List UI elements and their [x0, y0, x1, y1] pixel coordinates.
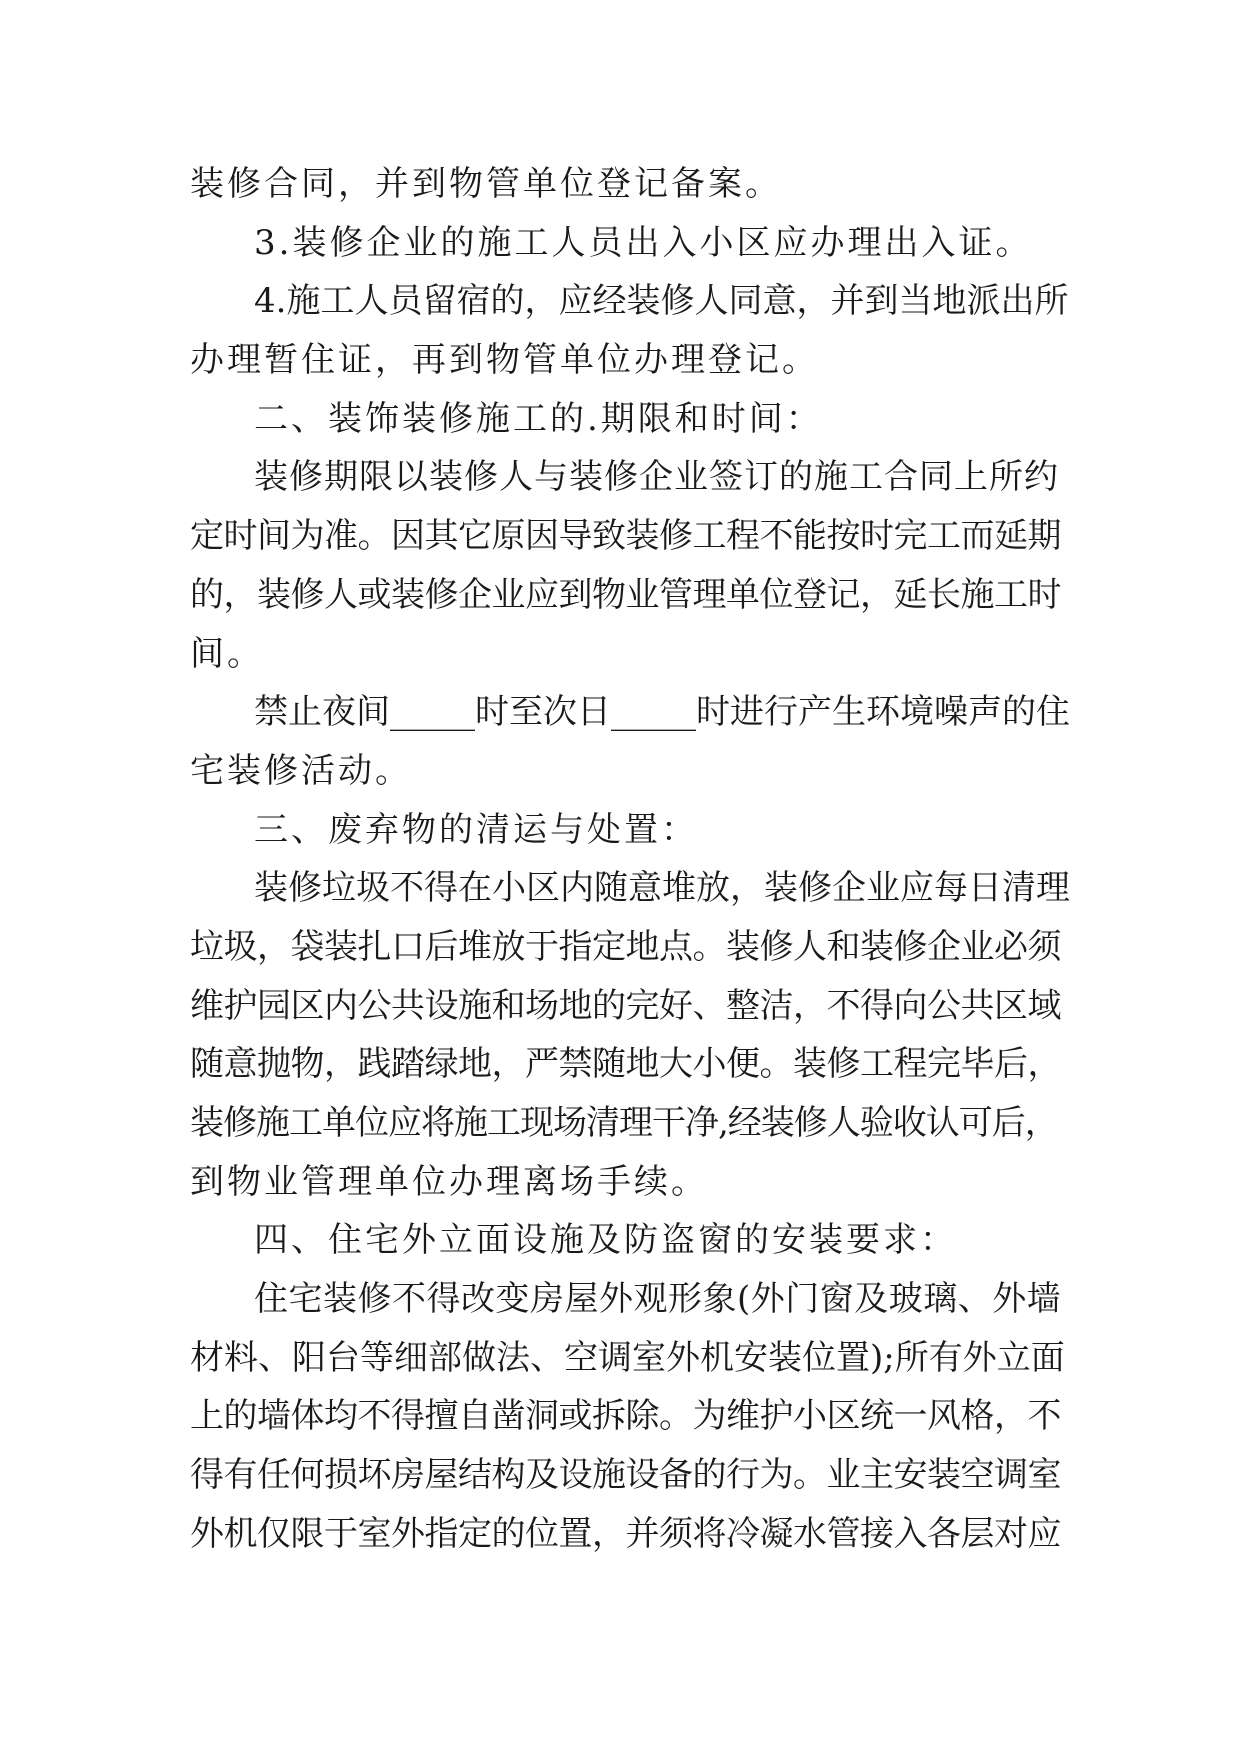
document-line: 到物业管理单位办理离场手续。	[190, 1161, 708, 1202]
document-line: 上的墙体均不得擅自凿洞或拆除。为维护小区统一风格，不	[190, 1396, 1061, 1437]
document-line: 外机仅限于室外指定的位置，并须将冷凝水管接入各层对应	[190, 1513, 1061, 1554]
document-line: 4.施工人员留宿的，应经装修人同意，并到当地派出所	[254, 281, 1069, 322]
document-line: 装修合同，并到物管单位登记备案。	[190, 164, 782, 204]
document-line: 四、住宅外立面设施及防盗窗的安装要求：	[254, 1220, 957, 1261]
document-body	[190, 155, 1070, 1564]
document-line: 维护园区内公共设施和场地的完好、整洁，不得向公共区域	[190, 985, 1061, 1026]
document-line: 定时间为准。因其它原因导致装修工程不能按时完工而延期	[190, 516, 1061, 557]
document-line: 禁止夜间_____时至次日_____时进行产生环境噪声的住	[254, 692, 1070, 733]
document-line: 3.装修企业的施工人员出入小区应办理出入证。	[254, 222, 1033, 263]
document-line: 装修施工单位应将施工现场清理干净,经装修人验收认可后，	[190, 1103, 1058, 1143]
document-line: 办理暂住证，再到物管单位办理登记。	[190, 340, 819, 381]
document-line: 二、装饰装修施工的.期限和时间：	[254, 398, 823, 439]
document-line: 装修期限以装修人与装修企业签订的施工合同上所约	[254, 457, 1059, 498]
document-line: 随意抛物，践踏绿地，严禁随地大小便。装修工程完毕后，	[190, 1044, 1061, 1085]
document-line: 宅装修活动。	[190, 750, 412, 791]
document-line: 间。	[190, 633, 264, 674]
document-line: 材料、阳台等细部做法、空调室外机安装位置);所有外立面	[190, 1337, 1065, 1378]
document-line: 三、废弃物的清运与处置：	[254, 809, 698, 850]
document-line: 的，装修人或装修企业应到物业管理单位登记，延长施工时	[190, 574, 1061, 615]
document-line: 住宅装修不得改变房屋外观形象(外门窗及玻璃、外墙	[254, 1279, 1062, 1320]
document-line: 装修垃圾不得在小区内随意堆放，装修企业应每日清理	[254, 868, 1070, 909]
document-line: 垃圾，袋装扎口后堆放于指定地点。装修人和装修企业必须	[190, 926, 1061, 967]
document-line: 得有任何损坏房屋结构及设施设备的行为。业主安装空调室	[190, 1455, 1061, 1496]
